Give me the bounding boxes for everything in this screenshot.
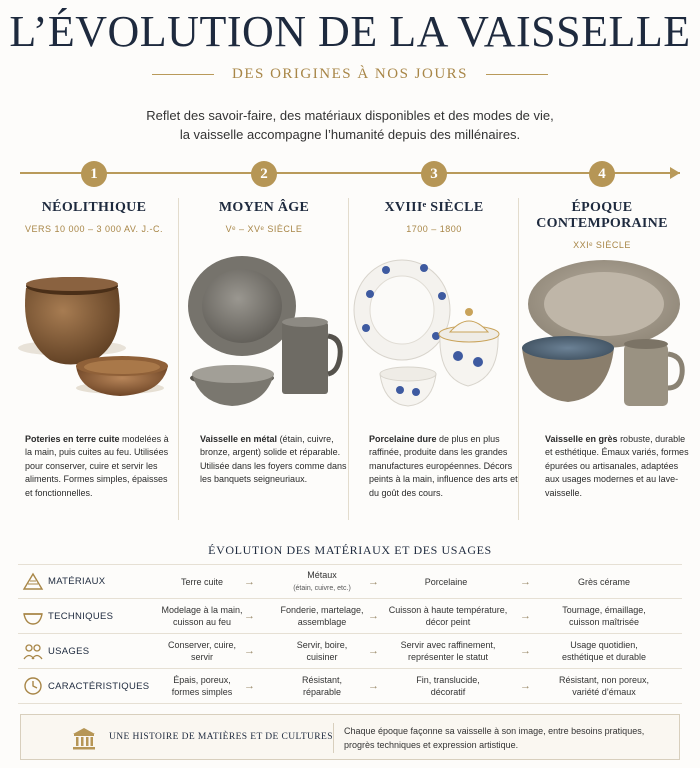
desc-highlight: Vaisselle en grès <box>545 434 618 444</box>
table-cell: Fin, translucide, décoratif <box>416 675 480 697</box>
era-name: MOYEN ÂGE <box>218 200 310 215</box>
era-date: 1700 – 1800 <box>406 224 462 234</box>
desc-text: modelées à la main, puis cuites au feu. Utilisées pour conserver, cuire et servir les aliments. Formes simples, épaisses et fonctionnelles. <box>25 434 169 498</box>
era-name: XVIIIᵉ SIÈCLE <box>384 200 484 215</box>
era-date: VERS 10 000 – 3 000 AV. J.-C. <box>24 224 164 234</box>
comparison-table <box>18 564 682 704</box>
era-marker-3: 3 <box>421 161 447 187</box>
footer-separator <box>333 723 334 753</box>
table-cell: Servir avec raffinement, représenter le statut <box>400 640 496 662</box>
desc-text: (étain, cuivre, bronze, argent) solide et réparable. Utilisée dans les foyers comme dans les banquets seigneuriaux. <box>200 434 347 485</box>
table-row <box>18 669 682 704</box>
footer-line-1: Chaque époque façonne sa vaisselle à son image, entre besoins pratiques, <box>344 726 645 736</box>
era-name: ÉPOQUE CONTEMPORAINE <box>536 200 668 231</box>
arrow-right-icon: → <box>368 645 379 657</box>
table-cell: Porcelaine <box>424 576 468 587</box>
pewter-tableware-illustration <box>180 248 348 418</box>
arrow-right-icon: → <box>368 680 379 692</box>
arrow-right-icon: → <box>520 680 531 692</box>
arrow-right-icon: → <box>520 610 531 622</box>
table-cell: Servir, boire, cuisiner <box>296 640 348 662</box>
arrow-right-icon: → <box>520 575 531 588</box>
page-title: L’ÉVOLUTION DE LA VAISSELLE <box>9 7 691 56</box>
era-header-18th-century <box>350 200 518 234</box>
table-cell: Modelage à la main, cuisson au feu <box>161 605 243 627</box>
era-date: XXIᵉ SIÈCLE <box>573 240 631 250</box>
arrow-right-icon: → <box>520 645 531 657</box>
table-cell: Grès cérame <box>577 576 630 587</box>
subtitle-row <box>0 66 700 83</box>
intro-line-1: Reflet des savoir-faire, des matériaux disponibles et des modes de vie, <box>146 108 554 123</box>
table-cell <box>262 569 382 595</box>
cell-note: (étain, cuivre, etc.) <box>293 584 351 592</box>
table-cell: Conserver, cuire, servir <box>167 640 237 662</box>
intro-text <box>60 106 640 144</box>
era-name: NÉOLITHIQUE <box>41 200 147 215</box>
desc-highlight: Vaisselle en métal <box>200 434 278 444</box>
desc-highlight: Poteries en terre cuite <box>25 434 120 444</box>
table-cell: Cuisson à haute température, décor peint <box>388 605 508 627</box>
table-row <box>18 564 682 599</box>
page-subtitle: DES ORIGINES À NOS JOURS <box>231 66 469 82</box>
clock-icon <box>22 675 44 697</box>
cell-main: Métaux <box>307 569 337 580</box>
row-label: USAGES <box>48 645 90 657</box>
table-cell: Tournage, émaillage, cuisson maîtrisée <box>562 605 646 627</box>
footer-text <box>344 724 674 752</box>
row-label: TECHNIQUES <box>48 610 114 622</box>
people-icon <box>22 640 44 662</box>
era-marker-4: 4 <box>589 161 615 187</box>
table-row <box>18 599 682 634</box>
porcelain-tableware-illustration <box>350 248 518 418</box>
era-description <box>545 433 695 500</box>
triangle-layers-icon <box>22 571 44 593</box>
table-cell: Résistant, non poreux, variété d’émaux <box>558 675 650 697</box>
era-description <box>369 433 519 500</box>
era-date: Vᵉ – XVᵉ SIÈCLE <box>225 224 303 234</box>
museum-icon <box>71 725 97 751</box>
row-label: MATÉRIAUX <box>48 576 106 587</box>
era-description <box>200 433 350 487</box>
subtitle-rule-right <box>486 74 548 75</box>
era-description <box>25 433 175 500</box>
table-cell: Épais, poreux, formes simples <box>171 675 233 697</box>
table-title: ÉVOLUTION DES MATÉRIAUX ET DES USAGES <box>208 543 492 557</box>
subtitle-rule-left <box>152 74 214 75</box>
arrow-right-icon: → <box>368 610 379 622</box>
desc-text: robuste, durable et esthétique. Émaux variés, formes épurées ou artisanales, adaptées aux usages modernes et au lave-vaisselle. <box>545 434 689 498</box>
arrow-right-icon: → <box>244 680 255 692</box>
desc-text: de plus en plus raffinée, produite dans les grandes manufactures européennes. Décors peints à la main, influence des arts et du goût des cours. <box>369 434 518 498</box>
timeline-line <box>20 172 680 174</box>
footer-line-2: progrès techniques et expression artistique. <box>344 740 519 750</box>
column-divider <box>178 198 179 520</box>
desc-highlight: Porcelaine dure <box>369 434 437 444</box>
era-marker-1: 1 <box>81 161 107 187</box>
arrow-right-icon: → <box>368 575 379 588</box>
era-header-middle-ages <box>180 200 348 234</box>
intro-line-2: la vaisselle accompagne l’humanité depuis des millénaires. <box>179 127 521 142</box>
table-cell: Fonderie, martelage, assemblage <box>280 605 364 627</box>
era-marker-2: 2 <box>251 161 277 187</box>
timeline-arrow-icon <box>670 167 680 179</box>
era-header-contemporary <box>518 200 686 250</box>
arrow-right-icon: → <box>244 645 255 657</box>
terracotta-pottery-illustration <box>10 248 178 418</box>
footer-banner <box>20 714 680 760</box>
arrow-right-icon: → <box>244 610 255 622</box>
footer-label: UNE HISTOIRE DE MATIÈRES ET DE CULTURES <box>109 732 333 742</box>
table-cell: Usage quotidien, esthétique et durable <box>561 640 647 662</box>
table-cell: Résistant, réparable <box>301 675 343 697</box>
stoneware-tableware-illustration <box>518 248 686 418</box>
table-cell: Terre cuite <box>180 576 224 587</box>
era-header-neolithic <box>10 200 178 234</box>
table-row <box>18 634 682 669</box>
arrow-right-icon: → <box>244 575 255 588</box>
row-label: CARACTÉRISTIQUES <box>48 680 150 692</box>
bowl-icon <box>22 605 44 627</box>
